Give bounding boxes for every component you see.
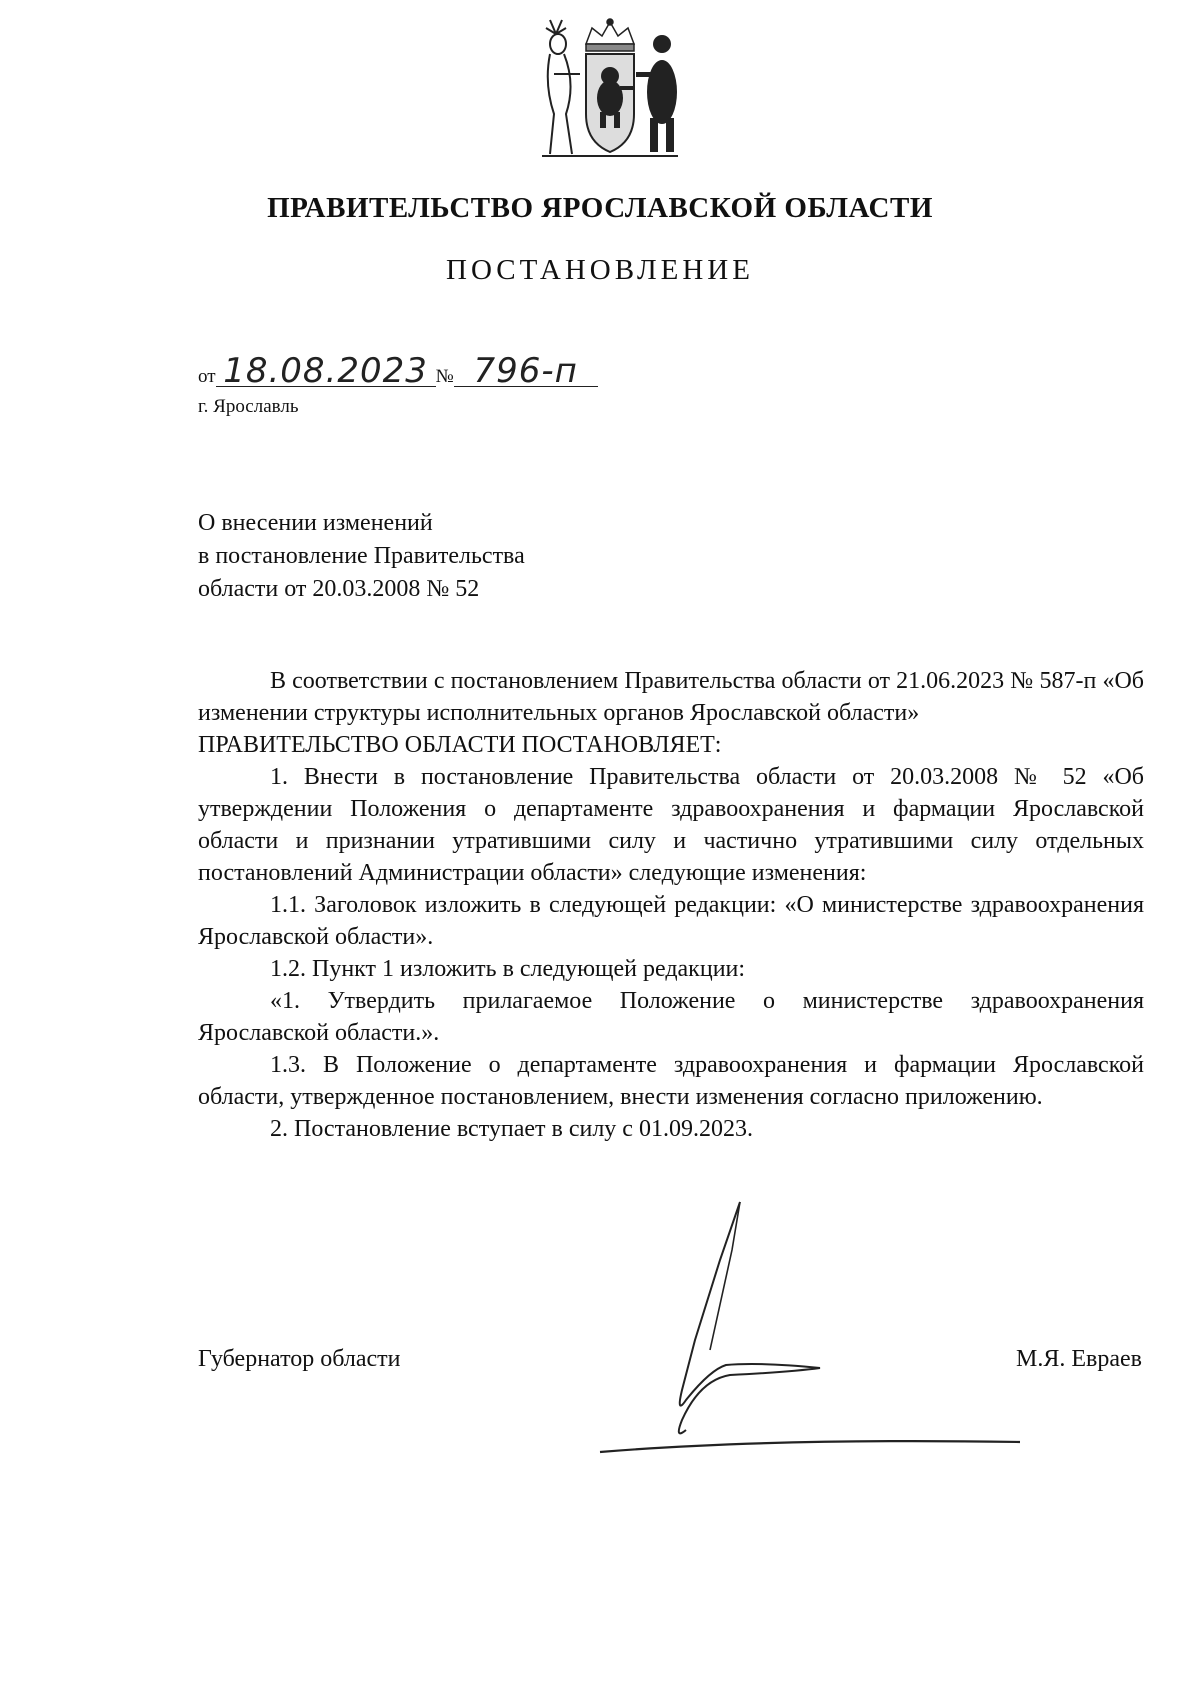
resolves-heading: ПРАВИТЕЛЬСТВО ОБЛАСТИ ПОСТАНОВЛЯЕТ:	[198, 732, 722, 758]
from-label: от	[198, 366, 216, 387]
government-title: ПРАВИТЕЛЬСТВО ЯРОСЛАВСКОЙ ОБЛАСТИ	[267, 192, 933, 224]
clause-1-1: 1.1. Заголовок изложить в следующей редакции: «О министерстве здравоохранения Ярославской области».	[198, 892, 1144, 950]
subject-line: в постановление Правительства	[198, 543, 525, 569]
preamble-paragraph: В соответствии с постановлением Правительства области от 21.06.2023 № 587-п «Об изменении структуры исполнительных органов Ярославской области»	[198, 668, 1144, 726]
handwritten-signature	[590, 1190, 1030, 1470]
document-subject	[198, 507, 525, 606]
city: г. Ярославль	[198, 396, 299, 417]
clause-1-2: 1.2. Пункт 1 изложить в следующей редакции:	[270, 956, 746, 982]
subject-line: О внесении изменений	[198, 510, 433, 536]
coat-of-arms-emblem	[536, 14, 684, 164]
number-label: №	[435, 366, 454, 387]
document-date: 18.08.2023	[216, 356, 436, 387]
clause-1-2-quote: «1. Утвердить прилагаемое Положение о министерстве здравоохранения Ярославской области.».	[198, 988, 1144, 1046]
signer-position: Губернатор области	[198, 1346, 401, 1372]
date-number-line	[198, 351, 598, 391]
clause-1: 1. Внести в постановление Правительства области от 20.03.2008 № 52 «Об утверждении Положения о департаменте здравоохранения и фармации Ярославской области и признании утратившими силу и частично утратившими силу отдельных постановлений Администрации области» следующие изменения:	[198, 764, 1144, 886]
subject-line: области от 20.03.2008 № 52	[198, 576, 480, 602]
signer-name: М.Я. Евраев	[1016, 1346, 1142, 1372]
document-type: ПОСТАНОВЛЕНИЕ	[446, 254, 754, 286]
clause-1-3: 1.3. В Положение о департаменте здравоохранения и фармации Ярославской области, утвержденное постановлением, внести изменения согласно приложению.	[198, 1052, 1144, 1110]
clause-2: 2. Постановление вступает в силу с 01.09.2023.	[270, 1116, 753, 1142]
document-number: 796-п	[454, 356, 598, 387]
document-body	[198, 665, 1144, 1145]
